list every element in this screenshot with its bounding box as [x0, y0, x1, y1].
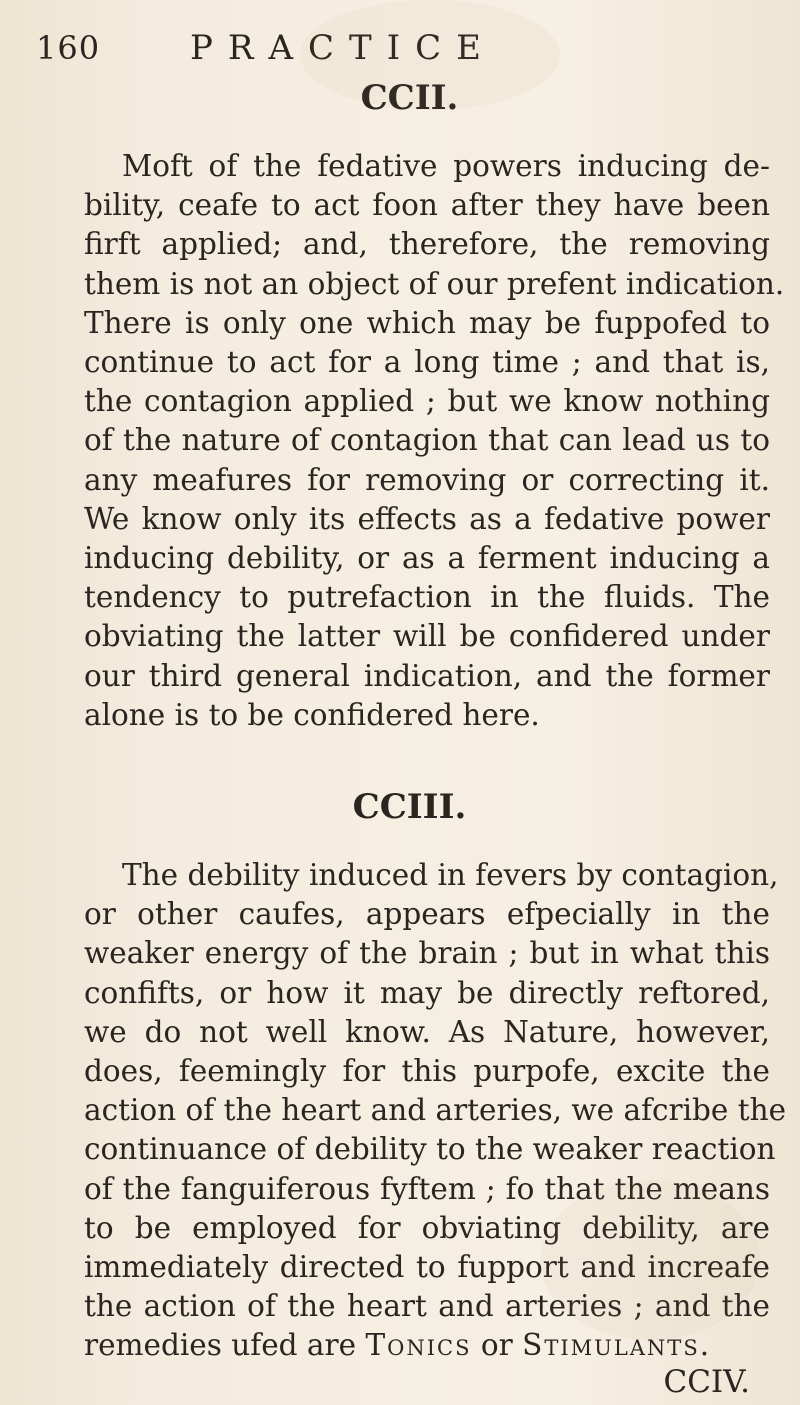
- catchword: CCIV.: [663, 1363, 750, 1400]
- text-line: the action of the heart and arteries ; and the: [84, 1289, 770, 1324]
- section-heading-ccii: CCII.: [360, 78, 459, 118]
- text-line: The debility induced in fevers by contagion,: [122, 858, 779, 893]
- text-line: inducing debility, or as a ferment inducing a: [84, 541, 770, 576]
- text-line: tendency to putrefaction in the fluids. The: [84, 580, 770, 615]
- text-line: Moft of the fedative powers inducing de-: [122, 149, 770, 183]
- text-line: alone is to be confidered here.: [84, 697, 540, 732]
- text-line: obviating the latter will be confidered under: [84, 619, 770, 654]
- term-tonics: Tonics: [365, 1328, 472, 1363]
- section-heading-cciii: CCIII.: [352, 787, 467, 828]
- text-line: action of the heart and arteries, we afcribe the: [84, 1093, 787, 1128]
- text-line: There is only one which may be fuppofed to: [84, 305, 770, 340]
- running-head: PRACTICE: [190, 28, 496, 68]
- page-header: [36, 28, 770, 76]
- text-line: confifts, or how it may be directly reftored,: [84, 975, 770, 1010]
- text-line: of the fanguiferous fyftem ; fo that the means: [84, 1171, 770, 1206]
- page-number: 160: [36, 29, 101, 67]
- text-line: We know only its effects as a fedative power: [84, 501, 770, 536]
- final-line-mid: or: [471, 1328, 523, 1363]
- text-line: or other caufes, appears efpecially in the: [84, 897, 770, 932]
- term-stimulants: Stimulants: [522, 1328, 700, 1363]
- text-line: our third general indication, and the former: [84, 658, 770, 693]
- paragraph-ccii: [84, 147, 785, 735]
- text-line: weaker energy of the brain ; but in what this: [84, 936, 770, 971]
- text-line: bility, ceafe to act foon after they have been: [84, 188, 770, 223]
- text-line: them is not an object of our prefent indication.: [84, 266, 785, 301]
- final-line-prefix: remedies ufed are: [84, 1328, 366, 1363]
- text-line: we do not well know. As Nature, however,: [84, 1014, 770, 1049]
- text-line: firft applied; and, therefore, the removing: [84, 227, 770, 262]
- text-line: to be employed for obviating debility, are: [84, 1210, 770, 1245]
- text-line: of the nature of contagion that can lead us to: [84, 423, 770, 458]
- text-line: immediately directed to fupport and increafe: [84, 1250, 770, 1285]
- final-line-suffix: .: [699, 1328, 710, 1363]
- paragraph-cciii: [84, 856, 787, 1366]
- text-line: the contagion applied ; but we know nothing: [84, 384, 770, 419]
- text-line: continue to act for a long time ; and that is,: [84, 345, 770, 380]
- text-line: any meafures for removing or correcting it.: [84, 462, 770, 497]
- text-line-final: [84, 1326, 770, 1365]
- text-line: continuance of debility to the weaker reaction: [84, 1132, 776, 1167]
- text-line: does, feemingly for this purpofe, excite the: [84, 1054, 770, 1089]
